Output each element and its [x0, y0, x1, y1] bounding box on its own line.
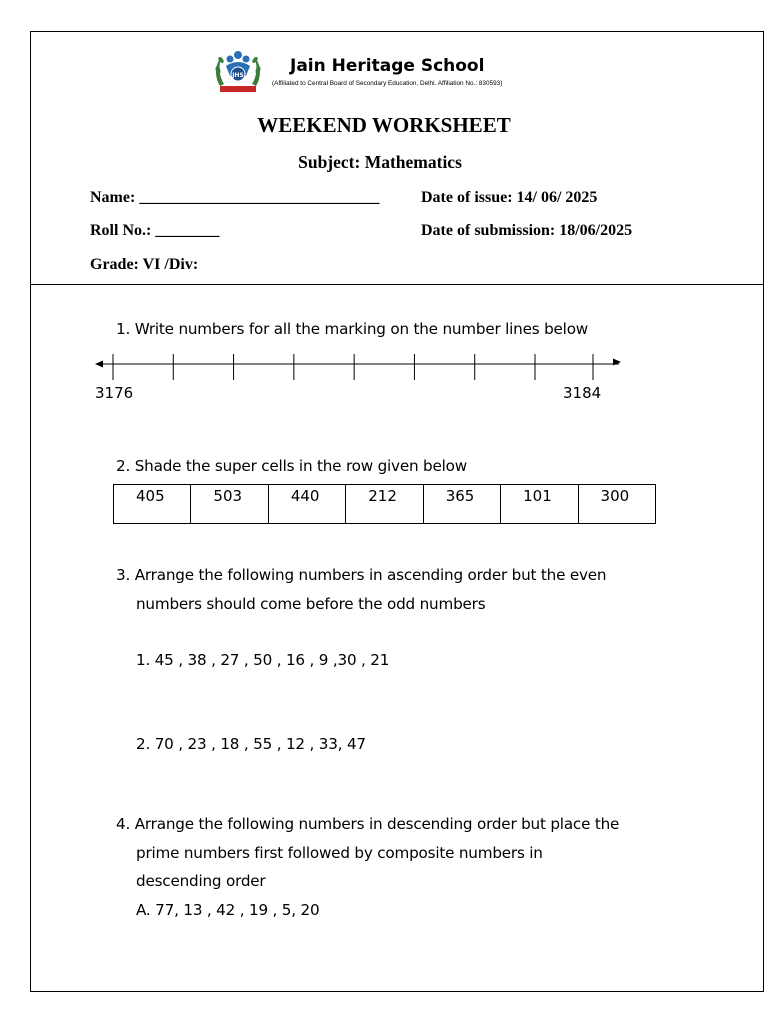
school-name: Jain Heritage School: [290, 56, 485, 76]
affiliation-text: (Affiliated to Central Board of Secondary Education, Delhi. Affiliation No.: 830593): [272, 80, 503, 87]
svg-text:JHS: JHS: [232, 72, 244, 79]
question-3-line-2: numbers should come before the odd numbers: [136, 595, 486, 613]
date-of-submission: Date of submission: 18/06/2025: [421, 222, 633, 239]
worksheet-title: WEEKEND WORKSHEET: [257, 113, 511, 137]
number-line: [95, 352, 625, 382]
super-cells-row: [113, 484, 656, 524]
arrow-left-icon: [95, 361, 103, 368]
question-4-line-2: prime numbers first followed by composite numbers in: [136, 844, 543, 862]
question-4-line-1: 4. Arrange the following numbers in descending order but place the: [116, 815, 620, 833]
cell[interactable]: 440: [268, 485, 345, 524]
name-field[interactable]: Name: ______________________________: [90, 189, 380, 206]
question-1-text: 1. Write numbers for all the marking on the number lines below: [116, 320, 589, 338]
date-of-issue: Date of issue: 14/ 06/ 2025: [421, 189, 598, 206]
cell[interactable]: 365: [423, 485, 500, 524]
grade-field[interactable]: Grade: VI /Div:: [90, 256, 199, 273]
cell[interactable]: 503: [191, 485, 268, 524]
cell[interactable]: 300: [578, 485, 655, 524]
roll-number-field[interactable]: Roll No.: ________: [90, 222, 220, 239]
question-3-item-2: 2. 70 , 23 , 18 , 55 , 12 , 33, 47: [136, 735, 366, 753]
question-3-line-1: 3. Arrange the following numbers in ascending order but the even: [116, 566, 607, 584]
question-4-item-a: A. 77, 13 , 42 , 19 , 5, 20: [136, 901, 320, 919]
number-line-start-label: 3176: [95, 384, 134, 402]
header-divider-tail: [740, 284, 764, 285]
cell[interactable]: 405: [114, 485, 191, 524]
header-divider: [30, 284, 740, 285]
cell[interactable]: 101: [501, 485, 578, 524]
number-line-end-label: 3184: [563, 384, 602, 402]
question-3-item-1: 1. 45 , 38 , 27 , 50 , 16 , 9 ,30 , 21: [136, 651, 390, 669]
question-4-line-3: descending order: [136, 872, 266, 890]
question-2-text: 2. Shade the super cells in the row given below: [116, 457, 467, 475]
subject-label: Subject: Mathematics: [298, 152, 462, 172]
school-crest-icon: [212, 46, 264, 96]
cell[interactable]: 212: [346, 485, 423, 524]
